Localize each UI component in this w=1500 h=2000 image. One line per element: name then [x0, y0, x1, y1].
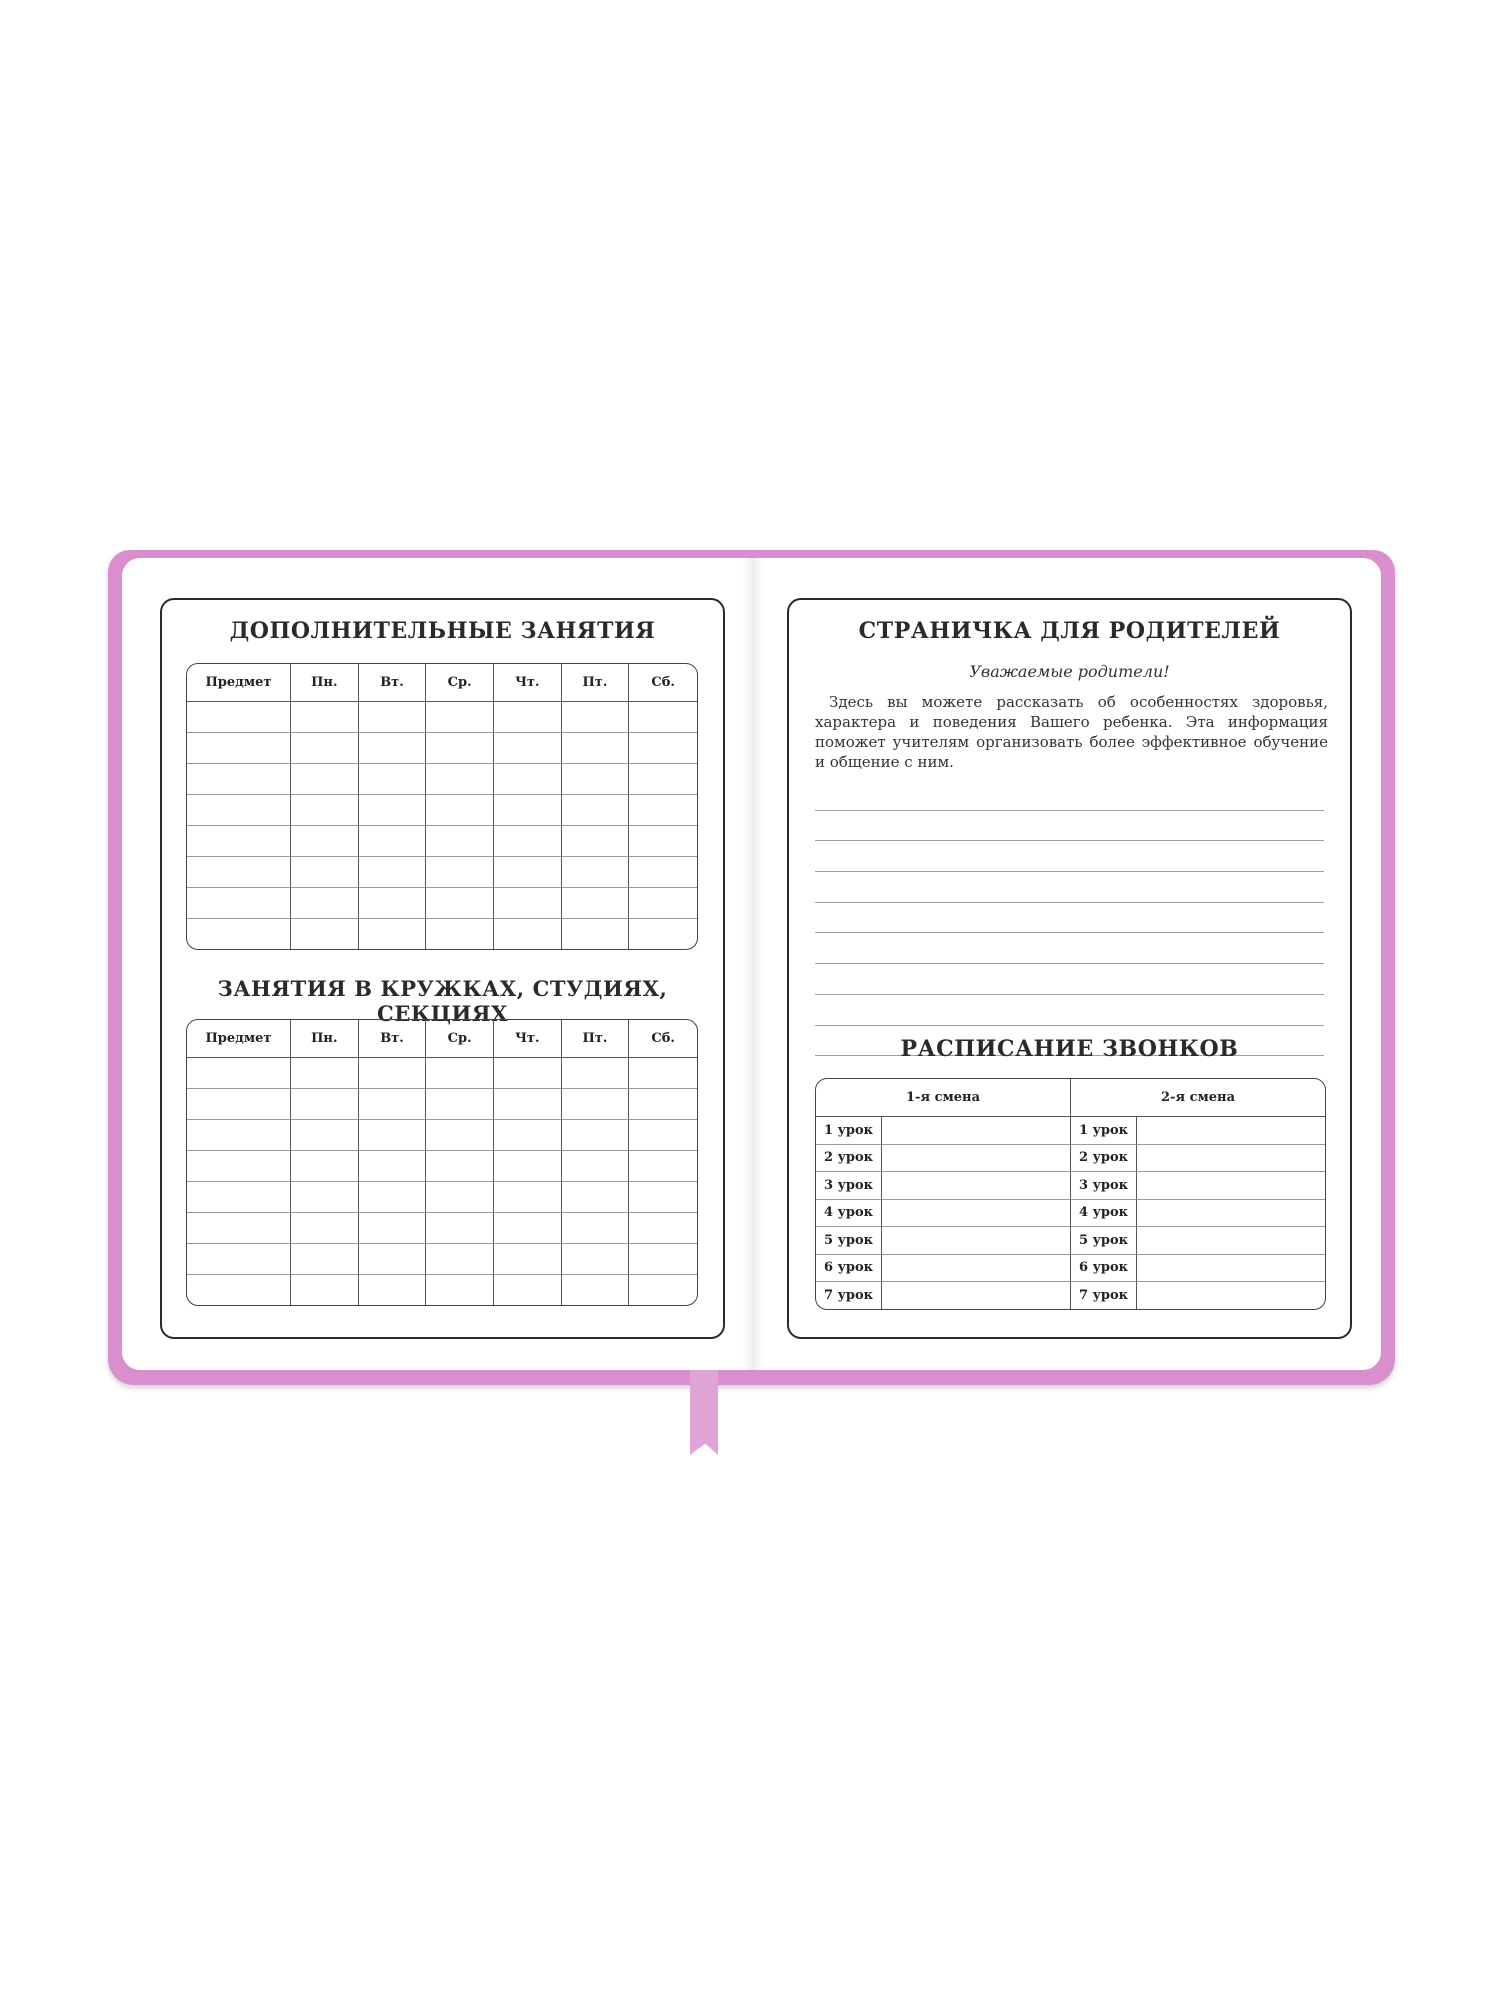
blank-cell[interactable] — [494, 702, 562, 733]
blank-cell[interactable] — [562, 795, 630, 826]
blank-cell[interactable] — [629, 702, 697, 733]
blank-cell[interactable] — [494, 1244, 562, 1275]
blank-cell[interactable] — [629, 826, 697, 857]
blank-cell[interactable] — [562, 857, 630, 888]
blank-cell[interactable] — [426, 857, 494, 888]
table-row — [187, 1089, 697, 1120]
time-cell[interactable] — [882, 1282, 1071, 1309]
bookmark-ribbon — [690, 1360, 718, 1455]
blank-cell[interactable] — [291, 702, 359, 733]
blank-cell[interactable] — [494, 795, 562, 826]
blank-cell[interactable] — [187, 826, 291, 857]
blank-cell[interactable] — [562, 1275, 630, 1305]
blank-cell[interactable] — [494, 1275, 562, 1305]
blank-cell[interactable] — [562, 919, 630, 949]
parents-page-title: СТРАНИЧКА ДЛЯ РОДИТЕЛЕЙ — [858, 618, 1281, 644]
blank-cell[interactable] — [494, 764, 562, 795]
blank-cell[interactable] — [359, 702, 427, 733]
blank-cell[interactable] — [629, 1275, 697, 1305]
blank-cell[interactable] — [291, 857, 359, 888]
bell-schedule-title: РАСПИСАНИЕ ЗВОНКОВ — [900, 1036, 1239, 1062]
blank-cell[interactable] — [359, 857, 427, 888]
column-header: Ср. — [426, 664, 494, 702]
blank-cell[interactable] — [359, 888, 427, 919]
clubs-table — [186, 1019, 698, 1306]
blank-cell[interactable] — [187, 733, 291, 764]
parents-intro-text: Здесь вы можете рассказать об особенностях здоровья, характера и поведения Вашего ребенка. Эта информация поможет учителям организовать более эффективное обучение и общение с ним. — [815, 693, 1328, 771]
blank-cell[interactable] — [187, 888, 291, 919]
time-cell[interactable] — [1137, 1172, 1325, 1200]
blank-cell[interactable] — [562, 1182, 630, 1213]
lesson-label: 3 урок — [1071, 1172, 1137, 1200]
blank-cell[interactable] — [359, 1120, 427, 1151]
table-row — [187, 1213, 697, 1244]
page-spine — [742, 558, 764, 1370]
blank-cell[interactable] — [562, 1213, 630, 1244]
blank-cell[interactable] — [291, 1151, 359, 1182]
table-row — [187, 1244, 697, 1275]
column-header: Сб. — [629, 1020, 697, 1058]
lesson-label: 1 урок — [1071, 1117, 1137, 1145]
blank-cell[interactable] — [562, 764, 630, 795]
blank-cell[interactable] — [291, 1120, 359, 1151]
bell-row — [816, 1227, 1325, 1255]
blank-cell[interactable] — [629, 764, 697, 795]
blank-cell[interactable] — [629, 795, 697, 826]
blank-cell[interactable] — [187, 857, 291, 888]
lesson-label: 7 урок — [816, 1282, 882, 1309]
blank-cell[interactable] — [629, 1120, 697, 1151]
blank-cell[interactable] — [291, 1244, 359, 1275]
blank-cell[interactable] — [562, 702, 630, 733]
blank-cell[interactable] — [562, 733, 630, 764]
blank-cell[interactable] — [291, 1089, 359, 1120]
lesson-label: 2 урок — [816, 1145, 882, 1173]
blank-cell[interactable] — [187, 1275, 291, 1305]
writing-line[interactable] — [815, 933, 1324, 964]
table-row — [187, 1151, 697, 1182]
time-cell[interactable] — [1137, 1282, 1325, 1309]
blank-cell[interactable] — [359, 1213, 427, 1244]
shift-1-header: 1-я смена — [816, 1079, 1071, 1117]
blank-cell[interactable] — [291, 1182, 359, 1213]
blank-cell[interactable] — [359, 919, 427, 949]
blank-cell[interactable] — [291, 764, 359, 795]
blank-cell[interactable] — [629, 1182, 697, 1213]
blank-cell[interactable] — [629, 733, 697, 764]
blank-cell[interactable] — [426, 1058, 494, 1089]
blank-cell[interactable] — [291, 795, 359, 826]
blank-cell[interactable] — [494, 1058, 562, 1089]
blank-cell[interactable] — [494, 1182, 562, 1213]
time-cell[interactable] — [1137, 1200, 1325, 1228]
blank-cell[interactable] — [494, 1120, 562, 1151]
table-row — [187, 1120, 697, 1151]
blank-cell[interactable] — [187, 919, 291, 949]
lesson-label: 4 урок — [816, 1200, 882, 1228]
blank-cell[interactable] — [187, 1213, 291, 1244]
blank-cell[interactable] — [187, 1244, 291, 1275]
blank-cell[interactable] — [187, 1151, 291, 1182]
blank-cell[interactable] — [426, 1120, 494, 1151]
time-cell[interactable] — [882, 1200, 1071, 1228]
column-header: Сб. — [629, 664, 697, 702]
blank-cell[interactable] — [426, 919, 494, 949]
bell-row — [816, 1282, 1325, 1309]
blank-cell[interactable] — [359, 1182, 427, 1213]
blank-cell[interactable] — [494, 1213, 562, 1244]
bell-row — [816, 1145, 1325, 1173]
bell-schedule-table — [815, 1078, 1326, 1310]
writing-line[interactable] — [815, 780, 1324, 811]
blank-cell[interactable] — [426, 702, 494, 733]
blank-cell[interactable] — [426, 1089, 494, 1120]
blank-cell[interactable] — [426, 826, 494, 857]
blank-cell[interactable] — [291, 733, 359, 764]
blank-cell[interactable] — [426, 733, 494, 764]
blank-cell[interactable] — [187, 1182, 291, 1213]
table-row — [187, 888, 697, 919]
blank-cell[interactable] — [426, 1182, 494, 1213]
time-cell[interactable] — [1137, 1255, 1325, 1283]
writing-lines — [815, 780, 1324, 1056]
blank-cell[interactable] — [562, 1244, 630, 1275]
table-row — [187, 1058, 697, 1089]
bell-row — [816, 1200, 1325, 1228]
lesson-label: 1 урок — [816, 1117, 882, 1145]
blank-cell[interactable] — [494, 1151, 562, 1182]
table-row — [187, 826, 697, 857]
lesson-label: 6 урок — [1071, 1255, 1137, 1283]
writing-line[interactable] — [815, 841, 1324, 872]
lesson-label: 3 урок — [816, 1172, 882, 1200]
left-page-frame — [160, 598, 725, 1339]
extra-classes-title: ДОПОЛНИТЕЛЬНЫЕ ЗАНЯТИЯ — [229, 618, 656, 644]
column-header: Пн. — [291, 1020, 359, 1058]
blank-cell[interactable] — [629, 1213, 697, 1244]
blank-cell[interactable] — [291, 888, 359, 919]
blank-cell[interactable] — [629, 1151, 697, 1182]
blank-cell[interactable] — [629, 1089, 697, 1120]
column-header: Пн. — [291, 664, 359, 702]
table-row — [187, 919, 697, 949]
writing-line[interactable] — [815, 964, 1324, 995]
blank-cell[interactable] — [426, 1213, 494, 1244]
right-page-frame — [787, 598, 1352, 1339]
blank-cell[interactable] — [629, 1244, 697, 1275]
shift-2-header: 2-я смена — [1071, 1079, 1325, 1117]
blank-cell[interactable] — [359, 826, 427, 857]
blank-cell[interactable] — [291, 1058, 359, 1089]
blank-cell[interactable] — [359, 733, 427, 764]
blank-cell[interactable] — [562, 1089, 630, 1120]
blank-cell[interactable] — [426, 1244, 494, 1275]
blank-cell[interactable] — [494, 888, 562, 919]
bell-row — [816, 1172, 1325, 1200]
lesson-label: 4 урок — [1071, 1200, 1137, 1228]
column-header: Вт. — [359, 664, 427, 702]
column-header: Предмет — [187, 664, 291, 702]
blank-cell[interactable] — [562, 826, 630, 857]
table-row — [187, 733, 697, 764]
blank-cell[interactable] — [562, 1151, 630, 1182]
blank-cell[interactable] — [494, 826, 562, 857]
clubs-title: ЗАНЯТИЯ В КРУЖКАХ, СТУДИЯХ, СЕКЦИЯХ — [217, 976, 668, 1026]
lesson-label: 5 урок — [816, 1227, 882, 1255]
time-cell[interactable] — [882, 1255, 1071, 1283]
open-diary-pages — [122, 558, 1381, 1370]
table-row — [187, 857, 697, 888]
blank-cell[interactable] — [359, 1244, 427, 1275]
writing-line[interactable] — [815, 811, 1324, 842]
bell-row — [816, 1255, 1325, 1283]
blank-cell[interactable] — [494, 919, 562, 949]
blank-cell[interactable] — [359, 1151, 427, 1182]
lesson-label: 5 урок — [1071, 1227, 1137, 1255]
bell-row — [816, 1117, 1325, 1145]
time-cell[interactable] — [882, 1145, 1071, 1173]
blank-cell[interactable] — [359, 1275, 427, 1305]
table-row — [187, 1182, 697, 1213]
column-header: Вт. — [359, 1020, 427, 1058]
blank-cell[interactable] — [494, 857, 562, 888]
table-row — [187, 1275, 697, 1305]
blank-cell[interactable] — [291, 919, 359, 949]
blank-cell[interactable] — [359, 1089, 427, 1120]
blank-cell[interactable] — [359, 764, 427, 795]
blank-cell[interactable] — [629, 888, 697, 919]
blank-cell[interactable] — [291, 1275, 359, 1305]
column-header: Пт. — [562, 664, 630, 702]
blank-cell[interactable] — [629, 1058, 697, 1089]
blank-cell[interactable] — [426, 1275, 494, 1305]
table-row — [187, 764, 697, 795]
blank-cell[interactable] — [562, 1120, 630, 1151]
table-row — [187, 795, 697, 826]
time-cell[interactable] — [1137, 1227, 1325, 1255]
lesson-label: 7 урок — [1071, 1282, 1137, 1309]
blank-cell[interactable] — [187, 1058, 291, 1089]
table-row — [187, 702, 697, 733]
time-cell[interactable] — [1137, 1145, 1325, 1173]
blank-cell[interactable] — [187, 795, 291, 826]
blank-cell[interactable] — [494, 733, 562, 764]
blank-cell[interactable] — [187, 702, 291, 733]
extra-classes-table — [186, 663, 698, 950]
blank-cell[interactable] — [359, 1058, 427, 1089]
column-header: Чт. — [494, 664, 562, 702]
column-header: Чт. — [494, 1020, 562, 1058]
time-cell[interactable] — [1137, 1117, 1325, 1145]
blank-cell[interactable] — [187, 1089, 291, 1120]
lesson-label: 6 урок — [816, 1255, 882, 1283]
blank-cell[interactable] — [562, 888, 630, 919]
blank-cell[interactable] — [187, 764, 291, 795]
time-cell[interactable] — [882, 1227, 1071, 1255]
blank-cell[interactable] — [426, 888, 494, 919]
blank-cell[interactable] — [291, 1213, 359, 1244]
lesson-label: 2 урок — [1071, 1145, 1137, 1173]
blank-cell[interactable] — [629, 857, 697, 888]
blank-cell[interactable] — [629, 919, 697, 949]
parents-greeting: Уважаемые родители! — [969, 662, 1170, 681]
blank-cell[interactable] — [494, 1089, 562, 1120]
writing-line[interactable] — [815, 995, 1324, 1026]
blank-cell[interactable] — [291, 826, 359, 857]
writing-line[interactable] — [815, 903, 1324, 934]
time-cell[interactable] — [882, 1172, 1071, 1200]
blank-cell[interactable] — [426, 1151, 494, 1182]
blank-cell[interactable] — [426, 764, 494, 795]
blank-cell[interactable] — [562, 1058, 630, 1089]
column-header: Ср. — [426, 1020, 494, 1058]
writing-line[interactable] — [815, 872, 1324, 903]
blank-cell[interactable] — [426, 795, 494, 826]
time-cell[interactable] — [882, 1117, 1071, 1145]
blank-cell[interactable] — [187, 1120, 291, 1151]
column-header: Пт. — [562, 1020, 630, 1058]
blank-cell[interactable] — [359, 795, 427, 826]
column-header: Предмет — [187, 1020, 291, 1058]
